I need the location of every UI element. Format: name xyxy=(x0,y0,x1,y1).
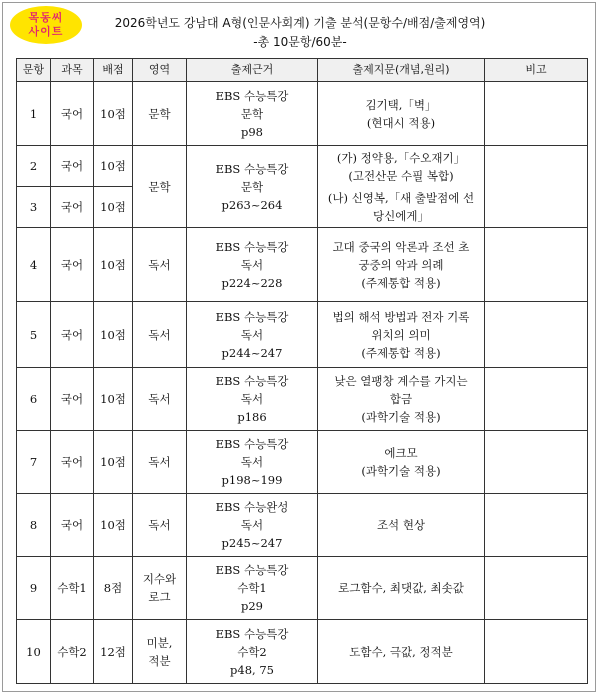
cell-num: 3 xyxy=(17,187,51,228)
cell-subject: 국어 xyxy=(51,494,94,557)
cell-num: 1 xyxy=(17,82,51,146)
cell-area: 독서 xyxy=(133,431,187,494)
table-row xyxy=(17,302,588,368)
cell-num: 7 xyxy=(17,431,51,494)
cell-source: EBS 수능특강 문학 p98 xyxy=(187,82,318,146)
cell-score: 8점 xyxy=(94,557,133,620)
cell-subject: 수학1 xyxy=(51,557,94,620)
logo-line-1: 목동씨 xyxy=(28,11,64,24)
cell-source: EBS 수능특강 독서 p224~228 xyxy=(187,228,318,302)
cell-area: 지수와 로그 xyxy=(133,557,187,620)
cell-area: 독서 xyxy=(133,368,187,431)
cell-subject: 국어 xyxy=(51,146,94,187)
table-row xyxy=(17,368,588,431)
table-row xyxy=(17,82,588,146)
cell-area: 문학 xyxy=(133,146,187,228)
cell-area: 독서 xyxy=(133,494,187,557)
cell-note xyxy=(485,431,588,494)
page-subtitle: -총 10문항/60분- xyxy=(253,35,347,49)
cell-note xyxy=(485,557,588,620)
cell-area: 독서 xyxy=(133,302,187,368)
table-row xyxy=(17,557,588,620)
cell-subject: 국어 xyxy=(51,368,94,431)
cell-passage: (가) 정약용,「수오재기」 (고전산문 수필 복합) (나) 신영복,「새 출발점에 선 당신에게」 xyxy=(318,146,485,228)
cell-source: EBS 수능특강 독서 p198~199 xyxy=(187,431,318,494)
table-row xyxy=(17,146,588,187)
cell-note xyxy=(485,302,588,368)
cell-passage: 로그함수, 최댓값, 최솟값 xyxy=(318,557,485,620)
cell-area: 미분, 적분 xyxy=(133,620,187,684)
logo-line-2: 사이트 xyxy=(28,25,64,38)
header-note: 비고 xyxy=(485,59,588,82)
table-row xyxy=(17,431,588,494)
header-subject: 과목 xyxy=(51,59,94,82)
cell-subject: 국어 xyxy=(51,302,94,368)
cell-score: 12점 xyxy=(94,620,133,684)
cell-passage: 조석 현상 xyxy=(318,494,485,557)
cell-num: 6 xyxy=(17,368,51,431)
cell-note xyxy=(485,228,588,302)
cell-area: 독서 xyxy=(133,228,187,302)
cell-passage: 도함수, 극값, 정적분 xyxy=(318,620,485,684)
cell-num: 10 xyxy=(17,620,51,684)
cell-subject: 수학2 xyxy=(51,620,94,684)
cell-note xyxy=(485,146,588,228)
cell-subject: 국어 xyxy=(51,431,94,494)
header-area: 영역 xyxy=(133,59,187,82)
cell-note xyxy=(485,368,588,431)
header-score: 배점 xyxy=(94,59,133,82)
header-source: 출제근거 xyxy=(187,59,318,82)
cell-source: EBS 수능특강 독서 p186 xyxy=(187,368,318,431)
cell-source: EBS 수능완성 독서 p245~247 xyxy=(187,494,318,557)
header-num: 문항 xyxy=(17,59,51,82)
cell-passage: 낮은 열팽창 계수를 가지는 합금 (과학기술 적용) xyxy=(318,368,485,431)
cell-score: 10점 xyxy=(94,302,133,368)
cell-score: 10점 xyxy=(94,494,133,557)
cell-score: 10점 xyxy=(94,146,133,187)
cell-score: 10점 xyxy=(94,187,133,228)
table-row xyxy=(17,620,588,684)
header-passage: 출제지문(개념,원리) xyxy=(318,59,485,82)
cell-source: EBS 수능특강 문학 p263~264 xyxy=(187,146,318,228)
cell-score: 10점 xyxy=(94,82,133,146)
cell-source: EBS 수능특강 수학1 p29 xyxy=(187,557,318,620)
cell-subject: 국어 xyxy=(51,228,94,302)
cell-note xyxy=(485,494,588,557)
cell-subject: 국어 xyxy=(51,82,94,146)
cell-score: 10점 xyxy=(94,368,133,431)
cell-num: 8 xyxy=(17,494,51,557)
cell-source: EBS 수능특강 독서 p244~247 xyxy=(187,302,318,368)
cell-passage: 김기택,「벽」 (현대시 적용) xyxy=(318,82,485,146)
cell-num: 5 xyxy=(17,302,51,368)
table-row xyxy=(17,228,588,302)
cell-num: 4 xyxy=(17,228,51,302)
cell-passage: 법의 해석 방법과 전자 기록 위치의 의미 (주제통합 적용) xyxy=(318,302,485,368)
table-row xyxy=(17,494,588,557)
cell-passage: 고대 중국의 악론과 조선 초 궁중의 악과 의례 (주제통합 적용) xyxy=(318,228,485,302)
cell-subject: 국어 xyxy=(51,187,94,228)
cell-score: 10점 xyxy=(94,228,133,302)
analysis-table xyxy=(16,58,588,684)
cell-note xyxy=(485,82,588,146)
page-title: 2026학년도 강남대 A형(인문사회계) 기출 분석(문항수/배점/출제영역) xyxy=(114,16,486,30)
cell-score: 10점 xyxy=(94,431,133,494)
cell-note xyxy=(485,620,588,684)
cell-num: 2 xyxy=(17,146,51,187)
table-header-row xyxy=(17,59,588,82)
cell-source: EBS 수능특강 수학2 p48, 75 xyxy=(187,620,318,684)
cell-num: 9 xyxy=(17,557,51,620)
cell-passage: 에크모 (과학기술 적용) xyxy=(318,431,485,494)
cell-area: 문학 xyxy=(133,82,187,146)
